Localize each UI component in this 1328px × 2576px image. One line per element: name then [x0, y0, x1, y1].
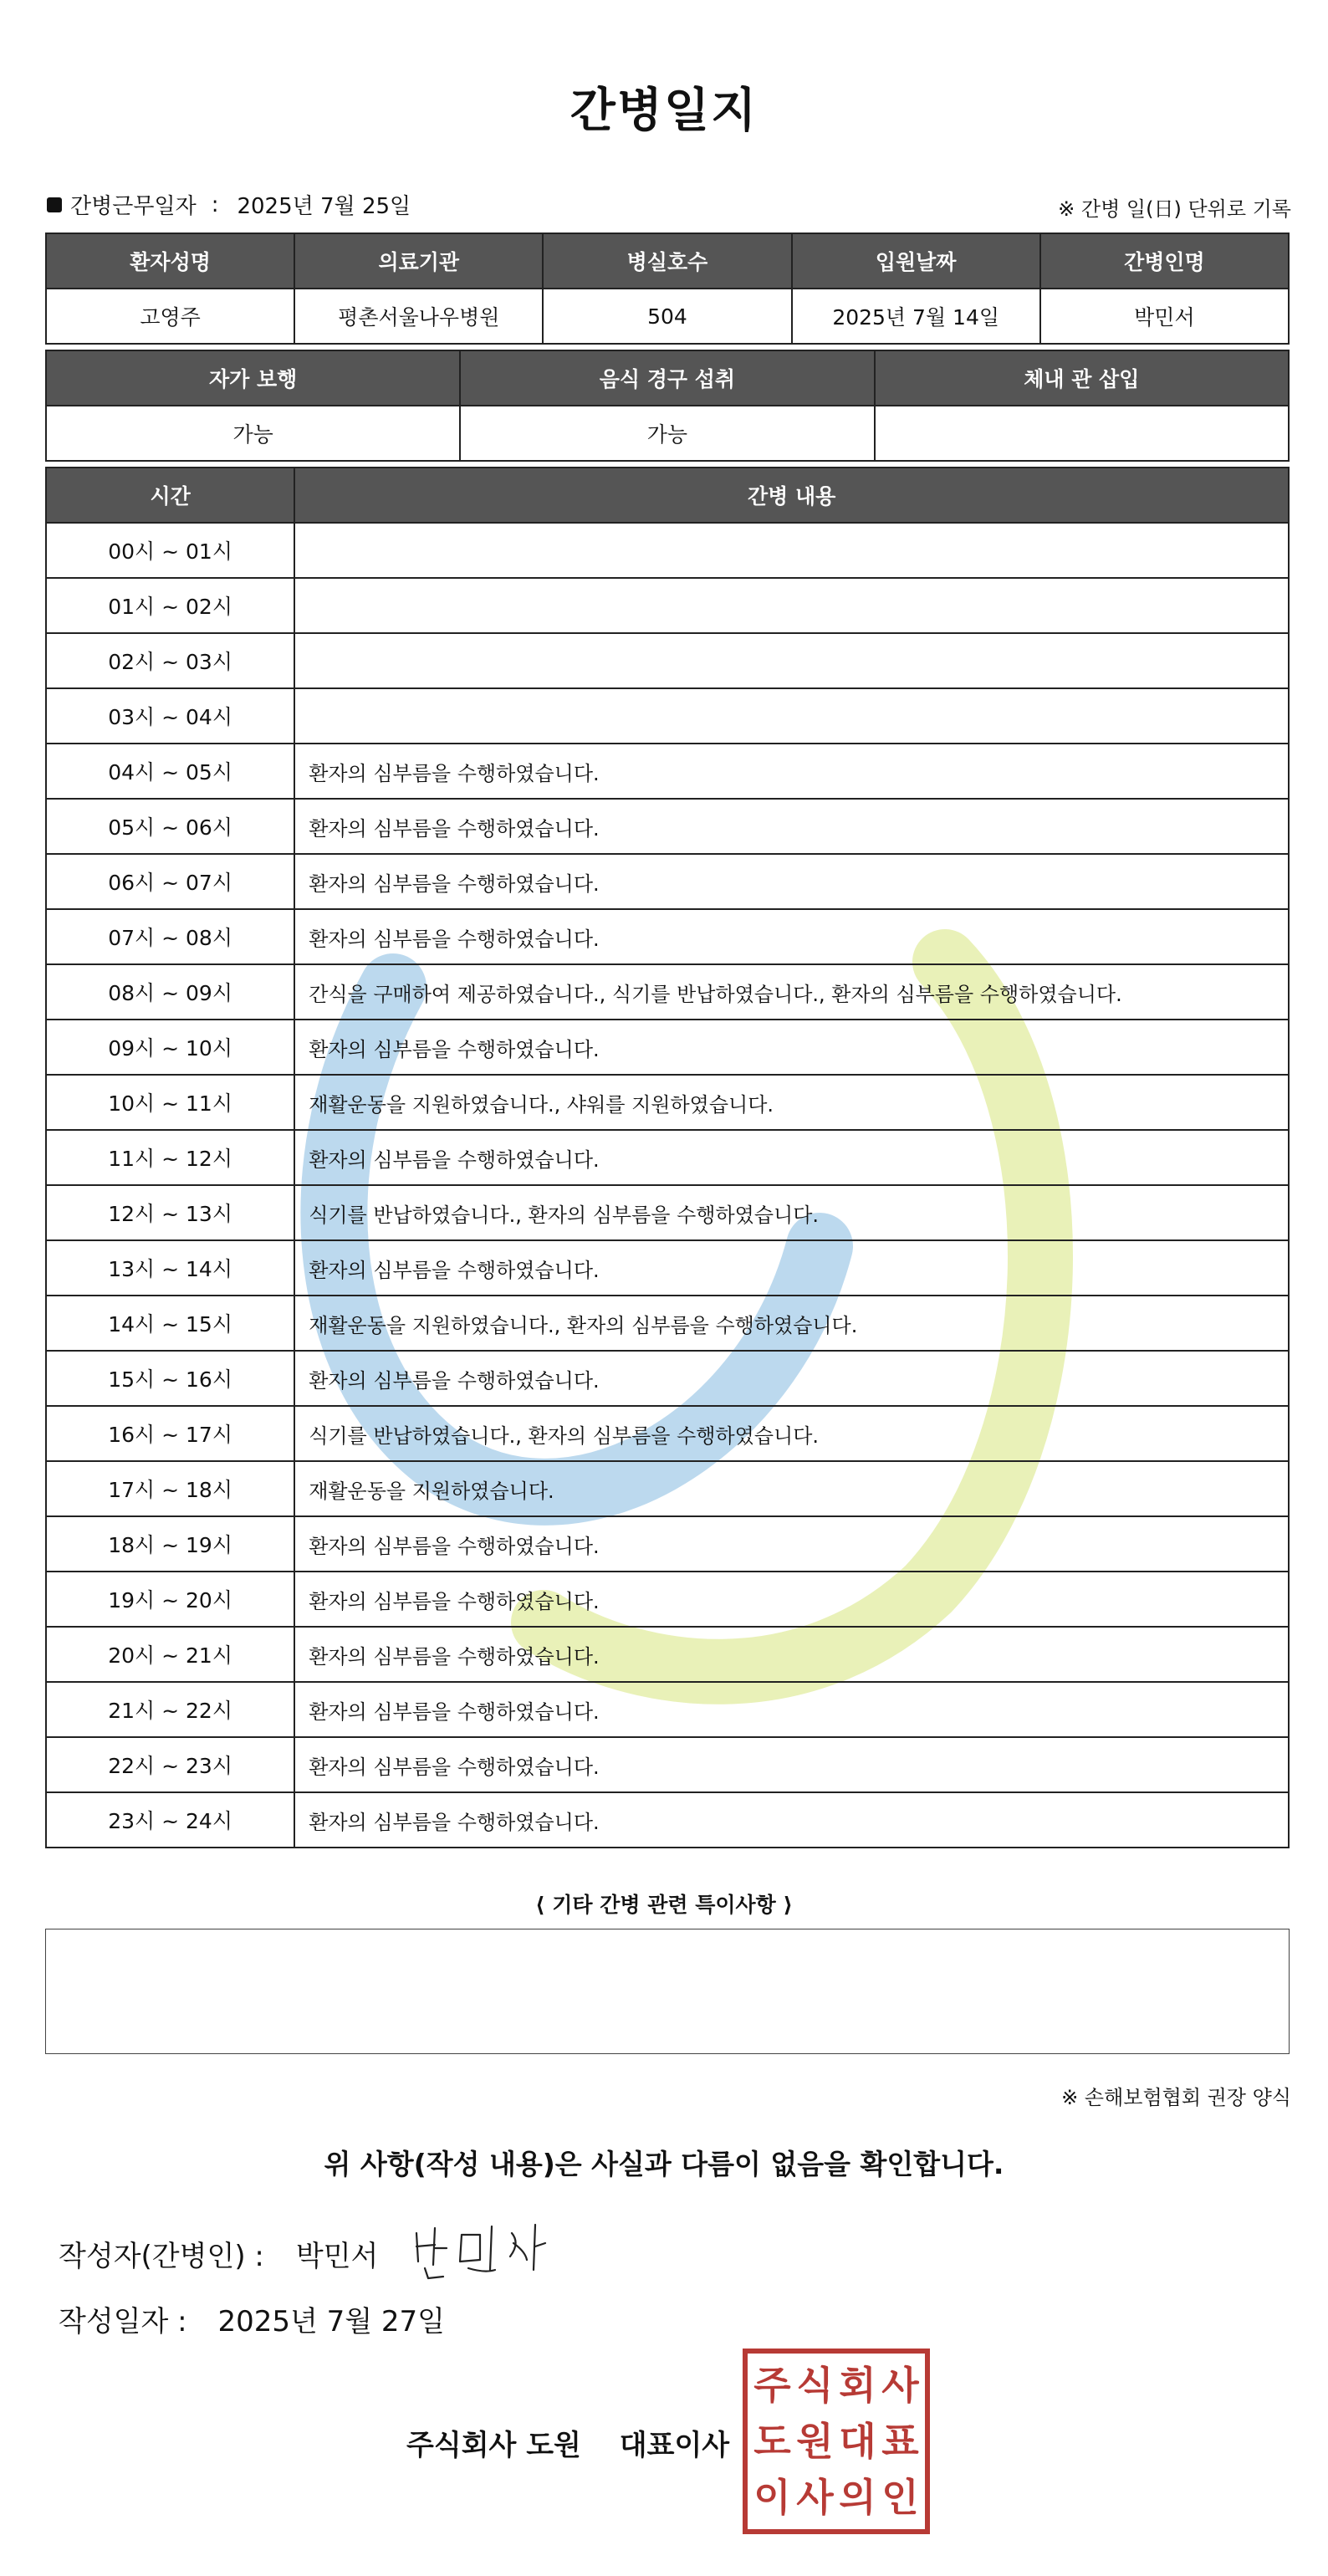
- seal-character: 도: [753, 2418, 791, 2464]
- care-log-row: [46, 523, 1289, 578]
- seal-character: 대: [839, 2418, 876, 2464]
- care-log-time: 00시 ~ 01시: [46, 523, 294, 578]
- care-log-content: [294, 523, 1289, 578]
- care-log-time: 06시 ~ 07시: [46, 854, 294, 909]
- care-log-time: 07시 ~ 08시: [46, 909, 294, 964]
- seal-character: 회: [839, 2362, 876, 2408]
- care-log-row: [46, 1296, 1289, 1351]
- care-log-row: [46, 1792, 1289, 1848]
- header-patient-name: 환자성명: [46, 233, 294, 289]
- care-log-header-row: [46, 468, 1289, 523]
- bullet-square-icon: [47, 197, 62, 212]
- care-log-content: 환자의 심부름을 수행하였습니다.: [294, 744, 1289, 799]
- care-log-time: 22시 ~ 23시: [46, 1737, 294, 1792]
- care-log-content: 환자의 심부름을 수행하였습니다.: [294, 1682, 1289, 1737]
- seal-character: 사: [796, 2475, 834, 2521]
- header-oral-intake: 음식 경구 섭취: [460, 350, 874, 406]
- care-log-time: 01시 ~ 02시: [46, 578, 294, 633]
- patient-info-header-row: [46, 233, 1289, 289]
- care-log-row: [46, 1627, 1289, 1682]
- special-notes-title: ⟨ 기타 간병 관련 특이사항 ⟩: [535, 1893, 793, 1917]
- care-log-row: [46, 799, 1289, 854]
- care-log-content: 환자의 심부름을 수행하였습니다.: [294, 1792, 1289, 1848]
- tube-insertion-value: [875, 406, 1289, 461]
- written-date-row: [59, 2298, 445, 2339]
- care-log-content: [294, 633, 1289, 688]
- care-log-content: 간식을 구매하여 제공하였습니다., 식기를 반납하였습니다., 환자의 심부름을 수행하였습니다.: [294, 964, 1289, 1020]
- care-log-row: [46, 744, 1289, 799]
- admission-date: 2025년 7월 14일: [792, 289, 1040, 344]
- company-seal-stamp: [743, 2349, 930, 2534]
- care-log-content: 재활운동을 지원하였습니다., 환자의 심부름을 수행하였습니다.: [294, 1296, 1289, 1351]
- oral-intake-value: 가능: [460, 406, 874, 461]
- representative-title: 대표이사: [619, 2429, 730, 2462]
- caregiver-name: 박민서: [1040, 289, 1289, 344]
- patient-status-header-row: [46, 350, 1289, 406]
- care-log-content: 환자의 심부름을 수행하였습니다.: [294, 1351, 1289, 1406]
- care-log-time: 14시 ~ 15시: [46, 1296, 294, 1351]
- header-admission-date: 입원날짜: [792, 233, 1040, 289]
- care-log-content: 환자의 심부름을 수행하였습니다.: [294, 799, 1289, 854]
- seal-character: 사: [881, 2362, 919, 2408]
- writer-name: 박민서: [295, 2240, 379, 2273]
- care-log-content: 식기를 반납하였습니다., 환자의 심부름을 수행하였습니다.: [294, 1406, 1289, 1461]
- care-log-content: 환자의 심부름을 수행하였습니다.: [294, 1737, 1289, 1792]
- header-time: 시간: [46, 468, 294, 523]
- written-date-value: 2025년 7월 27일: [217, 2305, 446, 2338]
- work-date-colon: :: [211, 192, 219, 217]
- header-self-walking: 자가 보행: [46, 350, 460, 406]
- care-log-time: 16시 ~ 17시: [46, 1406, 294, 1461]
- care-log-time: 12시 ~ 13시: [46, 1185, 294, 1240]
- care-log-content: 환자의 심부름을 수행하였습니다.: [294, 1572, 1289, 1627]
- header-caregiver-name: 간병인명: [1040, 233, 1289, 289]
- room-number: 504: [543, 289, 791, 344]
- record-unit-note: ※ 간병 일(日) 단위로 기록: [1058, 197, 1291, 221]
- written-date-label: 작성일자 :: [59, 2305, 187, 2338]
- care-log-row: [46, 854, 1289, 909]
- writer-label: 작성자(간병인) :: [59, 2240, 264, 2273]
- work-date-row: [47, 189, 411, 220]
- seal-character: 인: [881, 2475, 919, 2521]
- care-log-time: 11시 ~ 12시: [46, 1130, 294, 1185]
- seal-character: 이: [753, 2475, 791, 2521]
- care-log-time: 13시 ~ 14시: [46, 1240, 294, 1296]
- care-log-content: [294, 578, 1289, 633]
- patient-info-value-row: [46, 289, 1289, 344]
- care-log-time: 20시 ~ 21시: [46, 1627, 294, 1682]
- care-log-content: 환자의 심부름을 수행하였습니다.: [294, 854, 1289, 909]
- care-log-content: 환자의 심부름을 수행하였습니다.: [294, 1627, 1289, 1682]
- care-log-row: [46, 688, 1289, 744]
- care-log-row: [46, 1075, 1289, 1130]
- care-log-time: 02시 ~ 03시: [46, 633, 294, 688]
- header-tube-insertion: 체내 관 삽입: [875, 350, 1289, 406]
- care-log-time: 05시 ~ 06시: [46, 799, 294, 854]
- care-log-time: 21시 ~ 22시: [46, 1682, 294, 1737]
- care-log-row: [46, 1737, 1289, 1792]
- care-log-row: [46, 1020, 1289, 1075]
- care-log-row: [46, 1240, 1289, 1296]
- patient-status-table: [45, 350, 1290, 462]
- care-log-row: [46, 578, 1289, 633]
- header-care-content: 간병 내용: [294, 468, 1289, 523]
- work-date-value: 2025년 7월 25일: [237, 194, 411, 219]
- header-hospital: 의료기관: [294, 233, 543, 289]
- self-walking-value: 가능: [46, 406, 460, 461]
- care-log-row: [46, 1572, 1289, 1627]
- care-log-content: [294, 688, 1289, 744]
- care-log-time: 19시 ~ 20시: [46, 1572, 294, 1627]
- care-log-time: 09시 ~ 10시: [46, 1020, 294, 1075]
- care-log-row: [46, 964, 1289, 1020]
- handwritten-signature: [410, 2218, 552, 2285]
- hospital-name: 평촌서울나우병원: [294, 289, 543, 344]
- care-log-time: 15시 ~ 16시: [46, 1351, 294, 1406]
- care-log-row: [46, 1516, 1289, 1572]
- care-log-row: [46, 1461, 1289, 1516]
- care-log-content: 환자의 심부름을 수행하였습니다.: [294, 909, 1289, 964]
- care-log-time: 04시 ~ 05시: [46, 744, 294, 799]
- work-date-label: 간병근무일자: [70, 194, 197, 219]
- care-log-time: 08시 ~ 09시: [46, 964, 294, 1020]
- confirmation-statement: 위 사항(작성 내용)은 사실과 다름이 없음을 확인합니다.: [324, 2148, 1004, 2180]
- care-log-row: [46, 909, 1289, 964]
- form-source-note: ※ 손해보험협회 권장 양식: [1061, 2086, 1291, 2109]
- care-log-time: 18시 ~ 19시: [46, 1516, 294, 1572]
- patient-info-table: [45, 233, 1290, 345]
- care-log-time: 17시 ~ 18시: [46, 1461, 294, 1516]
- company-row: [406, 2422, 729, 2463]
- care-log-time: 03시 ~ 04시: [46, 688, 294, 744]
- care-log-time: 23시 ~ 24시: [46, 1792, 294, 1848]
- care-log-row: [46, 1406, 1289, 1461]
- writer-row: [59, 2233, 378, 2274]
- care-log-content: 식기를 반납하였습니다., 환자의 심부름을 수행하였습니다.: [294, 1185, 1289, 1240]
- seal-character: 의: [839, 2475, 876, 2521]
- special-notes-box: [45, 1929, 1290, 2054]
- care-log-content: 환자의 심부름을 수행하였습니다.: [294, 1130, 1289, 1185]
- company-name: 주식회사 도원: [406, 2429, 581, 2462]
- care-log-content: 재활운동을 지원하였습니다.: [294, 1461, 1289, 1516]
- care-log-row: [46, 1682, 1289, 1737]
- care-log-content: 환자의 심부름을 수행하였습니다.: [294, 1240, 1289, 1296]
- care-log-row: [46, 1351, 1289, 1406]
- patient-status-value-row: [46, 406, 1289, 461]
- seal-character: 원: [796, 2418, 834, 2464]
- care-log-row: [46, 1185, 1289, 1240]
- care-log-time: 10시 ~ 11시: [46, 1075, 294, 1130]
- header-room-number: 병실호수: [543, 233, 791, 289]
- patient-name: 고영주: [46, 289, 294, 344]
- page-title: 간병일지: [570, 84, 758, 138]
- care-log-table: [45, 467, 1290, 1848]
- care-log-content: 환자의 심부름을 수행하였습니다.: [294, 1516, 1289, 1572]
- care-log-row: [46, 1130, 1289, 1185]
- seal-character: 표: [881, 2418, 919, 2464]
- seal-character: 식: [796, 2362, 834, 2408]
- care-log-content: 재활운동을 지원하였습니다., 샤워를 지원하였습니다.: [294, 1075, 1289, 1130]
- care-log-row: [46, 633, 1289, 688]
- care-log-content: 환자의 심부름을 수행하였습니다.: [294, 1020, 1289, 1075]
- seal-character: 주: [753, 2362, 791, 2408]
